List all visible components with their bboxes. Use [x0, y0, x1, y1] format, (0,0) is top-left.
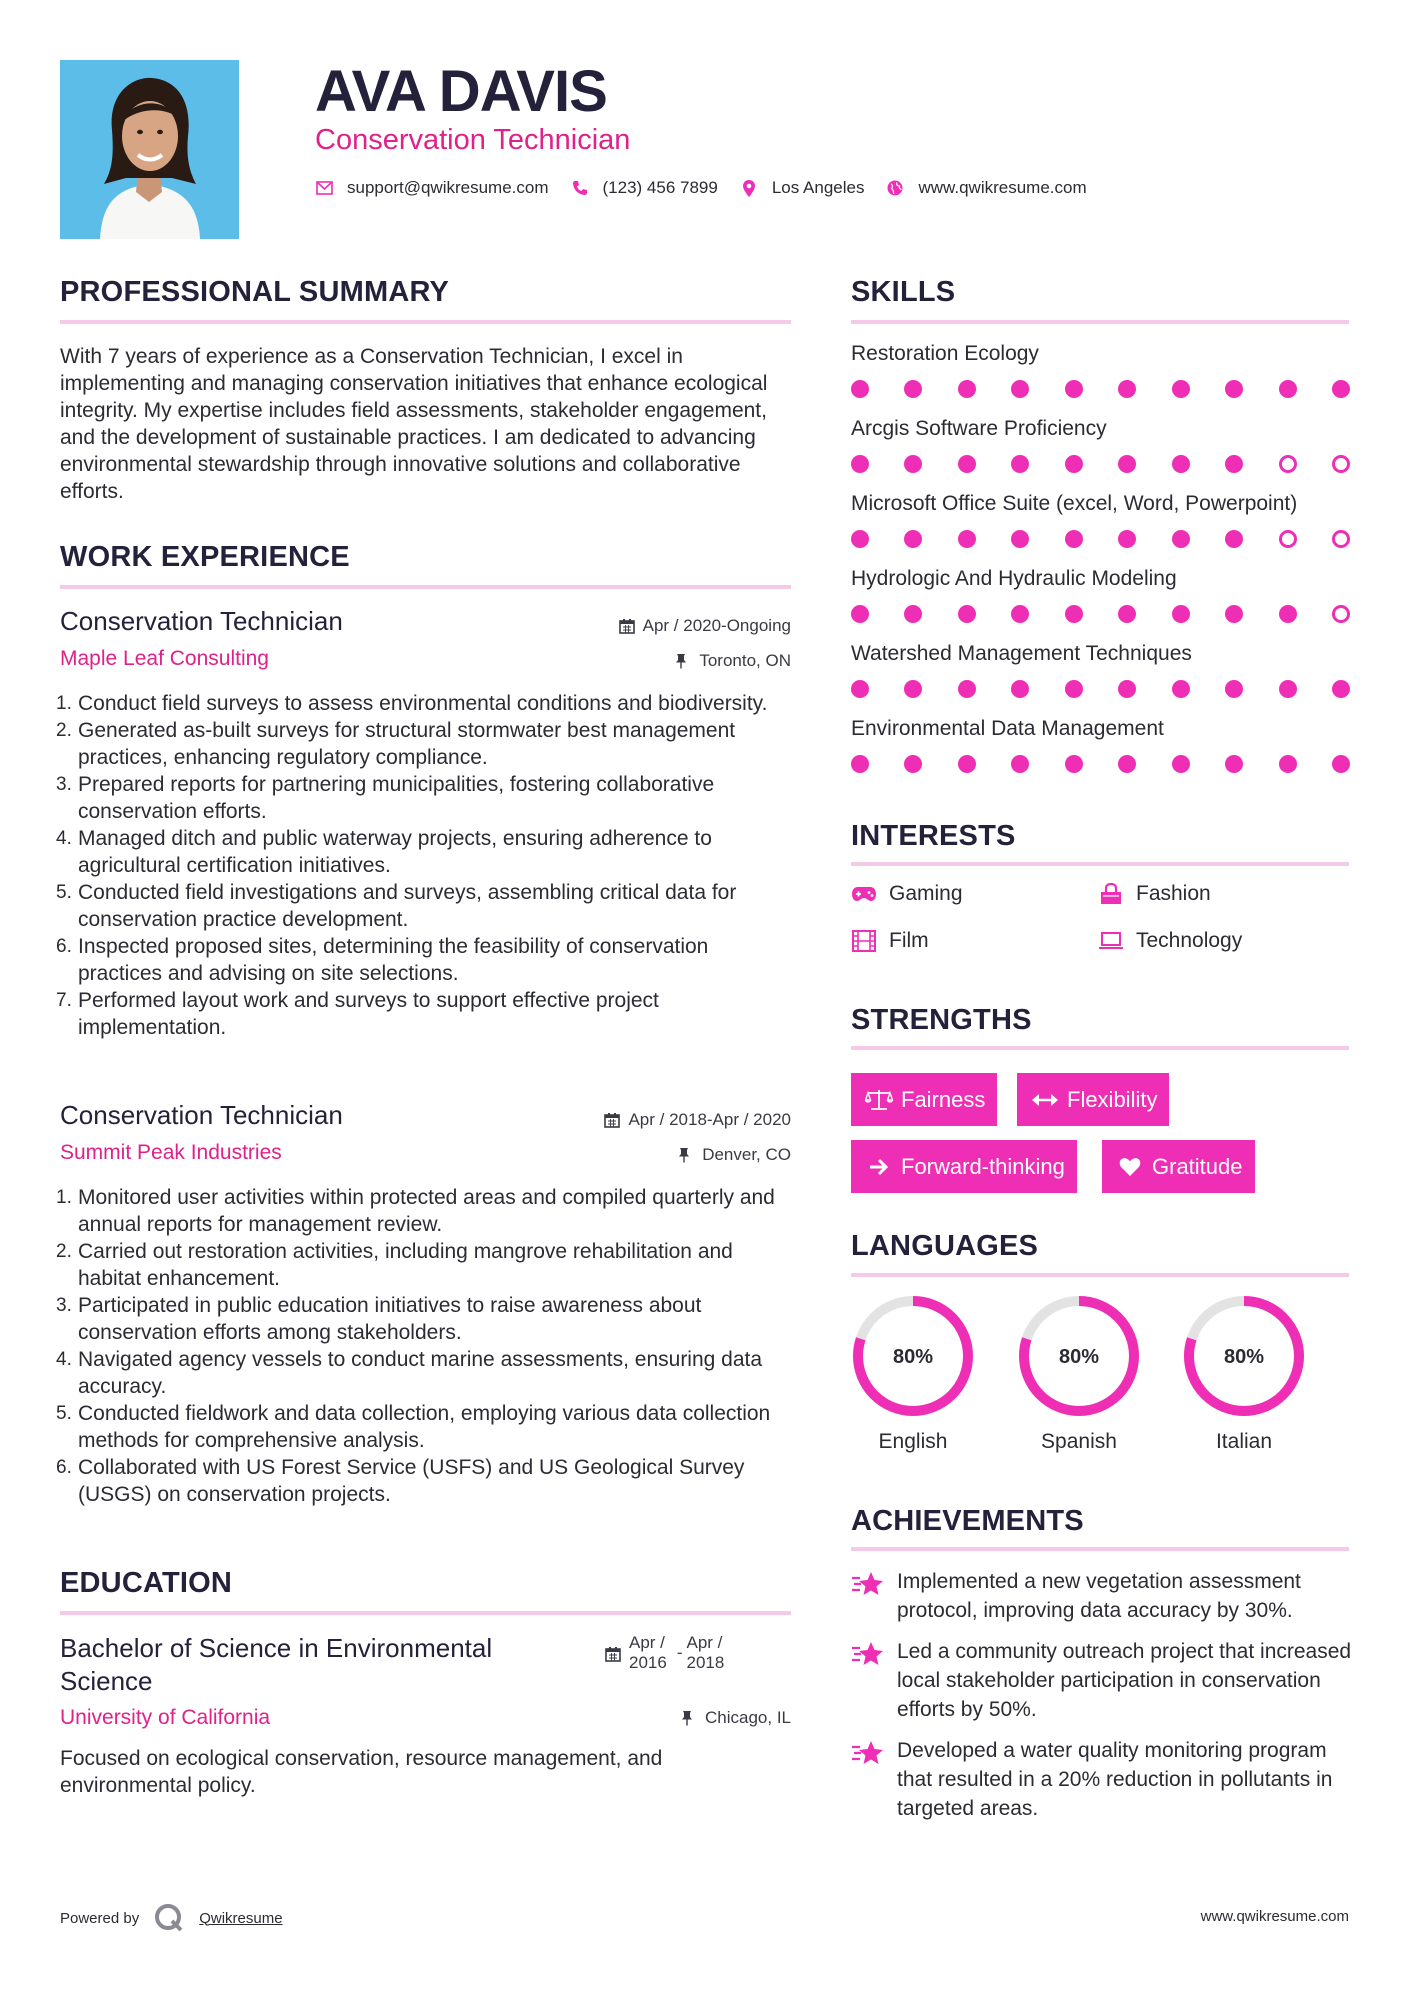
calendar-icon: [619, 618, 635, 634]
language-percent: 80%: [1223, 1346, 1265, 1368]
skill-name: Arcgis Software Proficiency: [851, 417, 1107, 440]
achievement-text: Developed a water quality monitoring program that resulted in a 20% reduction in pollutants in targeted areas.: [897, 1739, 1333, 1820]
job-bullet: Participated in public education initiatives to raise awareness about conservation efforts among stakeholders.: [78, 1294, 702, 1344]
language-name: Spanish: [1041, 1430, 1117, 1453]
balance-scale-icon: [865, 1089, 893, 1111]
star-trophy-icon: [851, 1639, 885, 1671]
education-date-dash: -: [676, 1643, 683, 1662]
skill-dot-empty: [1332, 455, 1350, 473]
skill-dot-empty: [1332, 530, 1350, 548]
job-bullet: Navigated agency vessels to conduct marine assessments, ensuring data accuracy.: [78, 1348, 763, 1398]
skill-dot-filled: [904, 755, 922, 773]
skill-dot-filled: [1118, 530, 1136, 548]
skill-name: Microsoft Office Suite (excel, Word, Powerpoint): [851, 492, 1298, 515]
skill-dot-filled: [1118, 605, 1136, 623]
map-marker-icon: [740, 179, 758, 197]
globe-icon: [886, 179, 904, 197]
job-bullet: Collaborated with US Forest Service (USFS) and US Geological Survey (USGS) on conservation projects.: [78, 1456, 745, 1506]
skill-dot-filled: [1279, 680, 1297, 698]
job-dates: [604, 1110, 791, 1130]
achievements-heading: ACHIEVEMENTS: [851, 1505, 1084, 1537]
skill-dot-filled: [851, 530, 869, 548]
heart-icon: [1116, 1156, 1144, 1178]
skill-dot-filled: [1011, 380, 1029, 398]
skill-dot-filled: [958, 605, 976, 623]
profile-photo-image: [60, 60, 239, 239]
skill-dot-filled: [958, 380, 976, 398]
job-bullet: Conducted field investigations and surveys, assembling critical data for conservation practice development.: [78, 881, 737, 931]
achievement-item: [851, 1736, 1356, 1823]
skill-rating: [851, 380, 1350, 400]
calendar-icon: [605, 1646, 621, 1662]
job-location: [678, 1145, 791, 1165]
skill-dot-filled: [1011, 755, 1029, 773]
qwikresume-link[interactable]: Qwikresume: [199, 1909, 283, 1927]
skill-dot-filled: [1225, 755, 1243, 773]
skill-dot-filled: [1225, 680, 1243, 698]
skill-dot-filled: [904, 455, 922, 473]
languages-heading: LANGUAGES: [851, 1230, 1039, 1262]
skill-dot-filled: [1225, 530, 1243, 548]
footer-powered-by: [60, 1902, 283, 1934]
job-bullets: [60, 1184, 795, 1508]
strength-label: Flexibility: [1067, 1086, 1158, 1112]
skill-dot-filled: [1065, 755, 1083, 773]
achievement-item: [851, 1637, 1356, 1724]
star-trophy-icon: [851, 1738, 885, 1770]
job-title: Conservation Technician: [60, 1100, 343, 1130]
calendar-icon: [604, 1112, 620, 1128]
skill-dot-filled: [904, 380, 922, 398]
skill-dot-filled: [851, 380, 869, 398]
strength-badge-fairness: [851, 1073, 997, 1126]
job-bullet: Conduct field surveys to assess environmental conditions and biodiversity.: [78, 692, 768, 715]
education-location-text: Chicago, IL: [705, 1708, 791, 1727]
education-start-date: [629, 1633, 667, 1673]
achievement-text: Led a community outreach project that increased local stakeholder participation in conservation efforts by 50%.: [897, 1640, 1352, 1721]
language-ring: [851, 1294, 975, 1418]
strength-label: Gratitude: [1152, 1153, 1243, 1179]
education-divider: [60, 1611, 791, 1615]
skill-rating: [851, 755, 1350, 775]
education-start-month: Apr /: [629, 1633, 665, 1652]
summary-divider: [60, 320, 791, 324]
skill-dot-filled: [1011, 605, 1029, 623]
skill-dot-filled: [1225, 605, 1243, 623]
strengths-divider: [851, 1046, 1349, 1050]
job-dates: [619, 616, 791, 636]
skill-dot-filled: [1172, 680, 1190, 698]
education-end-month: Apr /: [686, 1633, 723, 1652]
arrows-horizontal-icon: [1031, 1089, 1059, 1111]
interests-heading: INTERESTS: [851, 820, 1016, 852]
skills-heading: SKILLS: [851, 276, 956, 308]
interest-label: Fashion: [1136, 882, 1211, 905]
skill-dot-filled: [904, 530, 922, 548]
degree-title: [60, 1632, 492, 1698]
skill-dot-filled: [904, 680, 922, 698]
skill-dot-filled: [1065, 680, 1083, 698]
contact-phone-text: (123) 456 7899: [602, 178, 718, 197]
strength-badge-forward-thinking: [851, 1140, 1077, 1193]
shopping-bag-icon: [1098, 883, 1124, 905]
skill-dot-filled: [1332, 755, 1350, 773]
skill-dot-filled: [851, 605, 869, 623]
job-bullet: Monitored user activities within protected areas and compiled quarterly and annual reports for management review.: [78, 1186, 775, 1236]
skill-dot-filled: [851, 680, 869, 698]
strength-badge-flexibility: [1017, 1073, 1169, 1126]
skill-dot-filled: [958, 455, 976, 473]
summary-heading: PROFESSIONAL SUMMARY: [60, 276, 450, 308]
contact-location-text: Los Angeles: [771, 178, 865, 197]
contact-website[interactable]: [886, 178, 1086, 198]
interests-divider: [851, 862, 1349, 866]
experience-divider: [60, 585, 791, 589]
skill-dot-filled: [1118, 755, 1136, 773]
footer-website[interactable]: www.qwikresume.com: [1200, 1908, 1349, 1925]
achievement-item: [851, 1567, 1356, 1625]
job-location: [675, 651, 791, 671]
job-bullet: Generated as-built surveys for structural stormwater best management practices, enhancing regulatory compliance.: [78, 719, 736, 769]
candidate-title: Conservation Technician: [315, 124, 631, 156]
education-end-date: [687, 1633, 725, 1673]
job-location-text: Denver, CO: [702, 1145, 791, 1164]
strengths-heading: STRENGTHS: [851, 1004, 1032, 1036]
job-bullet: Prepared reports for partnering municipalities, fostering collaborative conservation efforts.: [78, 773, 715, 823]
pushpin-icon: [678, 1147, 694, 1163]
degree-line-2: Science: [60, 1666, 153, 1696]
education-location: [681, 1708, 791, 1728]
contact-phone[interactable]: [571, 178, 718, 198]
interest-film: [851, 929, 929, 953]
skill-dot-filled: [1065, 605, 1083, 623]
language-name: English: [878, 1430, 948, 1453]
contact-location: [740, 178, 865, 198]
skill-dot-filled: [958, 530, 976, 548]
skill-rating: [851, 530, 1350, 550]
skill-rating: [851, 605, 1350, 625]
education-description: Focused on ecological conservation, resource management, and environmental policy.: [60, 1747, 663, 1797]
languages-divider: [851, 1273, 1349, 1277]
interest-technology: [1098, 929, 1242, 953]
skill-dot-filled: [1065, 380, 1083, 398]
strength-badge-gratitude: [1102, 1140, 1255, 1193]
skill-dot-filled: [1225, 455, 1243, 473]
skill-dot-filled: [1118, 380, 1136, 398]
star-trophy-icon: [851, 1569, 885, 1601]
job-company: Maple Leaf Consulting: [60, 647, 269, 670]
language-ring: [1017, 1294, 1141, 1418]
profile-photo: [60, 60, 239, 239]
language-name: Italian: [1215, 1430, 1273, 1453]
skill-dot-filled: [1011, 530, 1029, 548]
skill-dot-filled: [1011, 455, 1029, 473]
skill-dot-filled: [1332, 380, 1350, 398]
achievement-text: Implemented a new vegetation assessment protocol, improving data accuracy by 30%.: [897, 1570, 1301, 1622]
skill-dot-filled: [1065, 455, 1083, 473]
strength-label: Fairness: [901, 1086, 986, 1112]
skill-name: Restoration Ecology: [851, 342, 1039, 365]
job-location-text: Toronto, ON: [699, 651, 791, 670]
skill-dot-empty: [1332, 605, 1350, 623]
powered-by-text: Powered by: [60, 1909, 140, 1927]
pushpin-icon: [675, 653, 691, 669]
skill-dot-filled: [958, 680, 976, 698]
language-percent: 80%: [1058, 1346, 1100, 1368]
skill-dot-filled: [1279, 380, 1297, 398]
skill-dot-filled: [1172, 755, 1190, 773]
skill-dot-filled: [1225, 380, 1243, 398]
contact-bar: [315, 178, 1109, 198]
skill-rating: [851, 455, 1350, 475]
skill-dot-filled: [904, 605, 922, 623]
skill-dot-filled: [1172, 380, 1190, 398]
school-name: University of California: [60, 1706, 271, 1729]
skill-name: Environmental Data Management: [851, 717, 1164, 740]
job-bullets: [60, 690, 795, 1041]
experience-heading: WORK EXPERIENCE: [60, 541, 350, 573]
skills-divider: [851, 320, 1349, 324]
achievements-divider: [851, 1547, 1349, 1551]
language-ring: [1182, 1294, 1306, 1418]
skill-dot-filled: [1172, 530, 1190, 548]
strength-label: Forward-thinking: [901, 1153, 1065, 1179]
skill-dot-filled: [851, 755, 869, 773]
skill-dot-filled: [851, 455, 869, 473]
phone-icon: [571, 179, 589, 197]
skill-name: Hydrologic And Hydraulic Modeling: [851, 567, 1177, 590]
contact-website-text: www.qwikresume.com: [918, 178, 1087, 197]
skill-dot-filled: [1011, 680, 1029, 698]
laptop-icon: [1098, 930, 1124, 952]
pushpin-icon: [681, 1710, 697, 1726]
arrow-right-icon: [865, 1156, 893, 1178]
skill-rating: [851, 680, 1350, 700]
education-heading: EDUCATION: [60, 1567, 233, 1599]
skill-dot-filled: [1118, 680, 1136, 698]
qwikresume-logo-icon: [153, 1902, 185, 1934]
education-end-year: 2018: [686, 1653, 725, 1672]
skill-dot-filled: [1065, 530, 1083, 548]
degree-line-1: Bachelor of Science in Environmental: [60, 1633, 493, 1663]
skill-dot-filled: [1332, 680, 1350, 698]
education-start-year: 2016: [629, 1653, 667, 1672]
gamepad-icon: [851, 883, 877, 905]
summary-text: With 7 years of experience as a Conservation Technician, I excel in implementing and managing conservation initiatives that enhance ecological integrity. My expertise includes field assessments, stakeholder engagement, and the development of sustainable practices. I am dedicated to advancing environmental stewardship through innovative solutions and collaborative efforts.: [60, 345, 768, 503]
job-bullet: Inspected proposed sites, determining the feasibility of conservation practices and advising on site selections.: [78, 935, 709, 985]
language-percent: 80%: [892, 1346, 934, 1368]
interest-gaming: [851, 882, 963, 906]
envelope-icon: [315, 179, 333, 197]
film-icon: [851, 930, 877, 952]
job-dates-text: Apr / 2020-Ongoing: [642, 616, 791, 635]
job-bullet: Conducted fieldwork and data collection, employing various data collection methods for comprehensive analysis.: [78, 1402, 771, 1452]
skill-name: Watershed Management Techniques: [851, 642, 1192, 665]
job-company: Summit Peak Industries: [60, 1141, 282, 1164]
contact-email-text: support@qwikresume.com: [347, 178, 549, 197]
interest-label: Film: [889, 929, 929, 952]
skill-dot-filled: [958, 755, 976, 773]
interest-label: Gaming: [889, 882, 963, 905]
job-bullet: Performed layout work and surveys to support effective project implementation.: [78, 989, 659, 1039]
interest-label: Technology: [1136, 929, 1243, 952]
job-dates-text: Apr / 2018-Apr / 2020: [628, 1110, 791, 1129]
skill-dot-filled: [1279, 755, 1297, 773]
interest-fashion: [1098, 882, 1211, 906]
job-bullet: Carried out restoration activities, including mangrove rehabilitation and habitat enhancement.: [78, 1240, 733, 1290]
contact-email[interactable]: [315, 178, 549, 198]
skill-dot-empty: [1279, 455, 1297, 473]
skill-dot-filled: [1118, 455, 1136, 473]
skill-dot-filled: [1279, 605, 1297, 623]
skill-dot-empty: [1279, 530, 1297, 548]
candidate-name: AVA DAVIS: [315, 59, 607, 124]
job-title: Conservation Technician: [60, 606, 343, 636]
skill-dot-filled: [1172, 455, 1190, 473]
skill-dot-filled: [1172, 605, 1190, 623]
job-bullet: Managed ditch and public waterway projects, ensuring adherence to agricultural certification initiatives.: [78, 827, 712, 877]
education-dates: [605, 1633, 724, 1673]
